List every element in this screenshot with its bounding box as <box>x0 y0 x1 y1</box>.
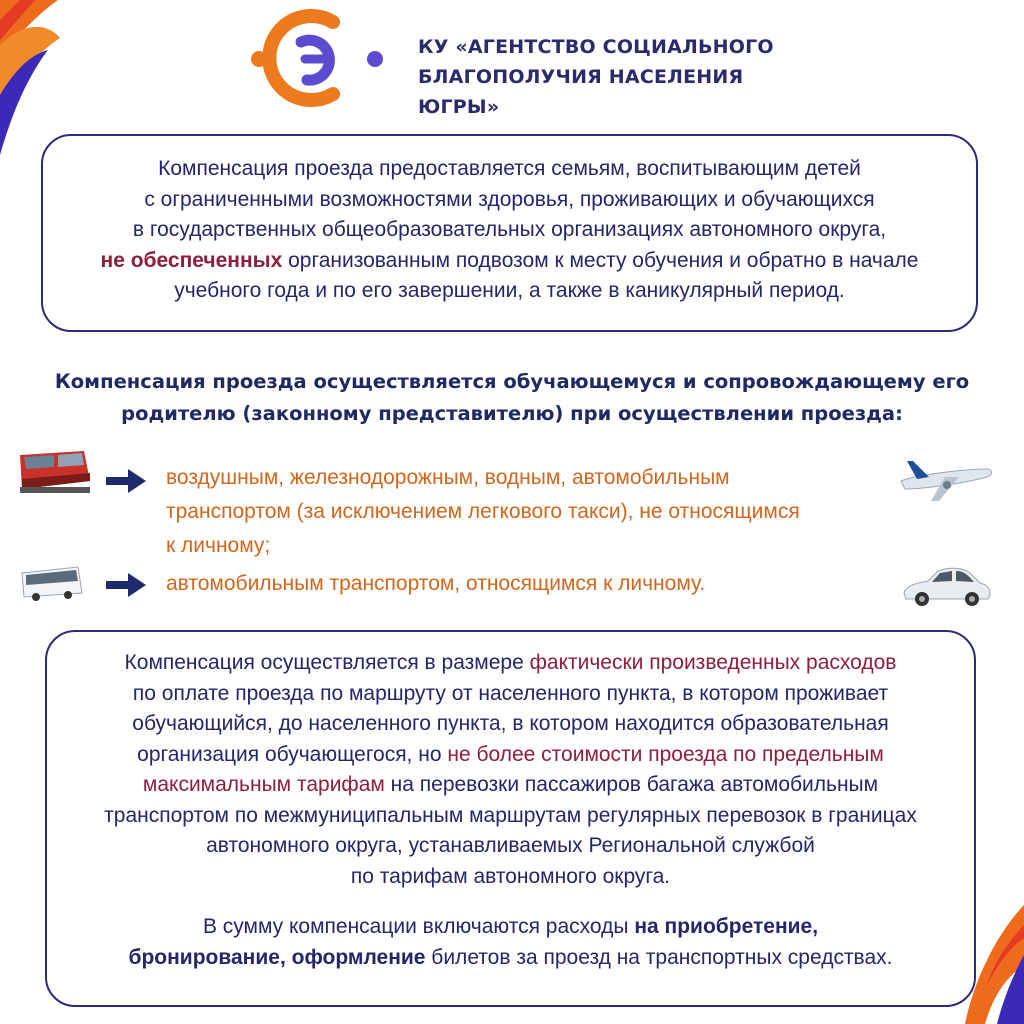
eligibility-line1: Компенсация проезда предоставляется семьям, воспитывающим детей <box>158 157 861 180</box>
eligibility-emphasis: не обеспеченных <box>100 248 283 272</box>
eligibility-line2: с ограниченными возможностями здоровья, проживающих и обучающихся <box>144 187 875 211</box>
transport-option-private: автомобильным транспортом, относящимся к личному. <box>166 572 706 595</box>
compensation-line7: автономного округа, устанавливаемых Региональной службой <box>206 834 815 857</box>
included-expenses-line1: В сумму компенсации включаются расходы <box>202 915 635 938</box>
transport-heading-line1: Компенсация проезда осуществляется обучающемуся и сопровождающему его <box>54 370 970 393</box>
transport-option-public-line2: транспортом (за исключением легкового такси), не относящимся <box>166 500 800 523</box>
compensation-emphasis2: не более стоимости проезда по предельным <box>447 742 884 766</box>
eligibility-line5: учебного года и по его завершении, а также в каникулярный период. <box>174 279 845 302</box>
airplane-icon <box>895 455 995 505</box>
included-expenses-text <box>65 912 956 973</box>
org-title-line1: КУ «АГЕНТСТВО СОЦИАЛЬНОГО <box>418 36 774 58</box>
compensation-emphasis1: фактически произведенных расходов <box>529 651 897 674</box>
eligibility-line4: организованным подвозом к месту обучения и обратно в начале <box>282 248 919 272</box>
transport-option-public-line1: воздушным, железнодорожным, водным, автомобильным <box>166 466 730 489</box>
transport-heading-line2: родителю (законному представителю) при осуществлении проезда: <box>121 402 903 425</box>
compensation-line5: на перевозки пассажиров багажа автомобильным <box>384 773 879 796</box>
transport-option-public-line3: к личному; <box>166 534 271 557</box>
compensation-line1: Компенсация осуществляется в размере <box>124 651 530 674</box>
compensation-line4: организация обучающегося, но <box>137 742 448 766</box>
compensation-amount-text <box>65 648 956 892</box>
arrow-right-icon <box>106 468 146 494</box>
arrow-right-icon <box>106 572 146 598</box>
compensation-line2: по оплате проезда по маршруту от населенного пункта, в котором проживает <box>132 681 889 705</box>
compensation-line3: обучающийся, до населенного пункта, в котором находится образовательная <box>132 712 889 735</box>
included-expenses-bold1: на приобретение, <box>634 915 819 938</box>
org-title-line2: БЛАГОПОЛУЧИЯ НАСЕЛЕНИЯ ЮГРЫ» <box>418 66 744 118</box>
eligibility-text <box>63 154 956 307</box>
bus-icon <box>18 563 84 605</box>
compensation-line8: по тарифам автономного округа. <box>350 864 671 888</box>
eligibility-line3: в государственных общеобразовательных организациях автономного округа, <box>132 218 887 241</box>
included-expenses-bold2: бронирование, оформление <box>128 945 426 969</box>
transport-heading <box>40 366 984 430</box>
compensation-line6: транспортом по межмуниципальным маршрутам регулярных перевозок в границах <box>104 803 917 827</box>
compensation-box <box>45 630 976 1007</box>
organization-title <box>418 32 798 122</box>
train-icon <box>14 441 92 497</box>
transport-option-public <box>166 461 886 563</box>
included-expenses-line2: билетов за проезд на транспортных средствах. <box>425 945 893 969</box>
car-icon <box>900 563 992 609</box>
eligibility-box <box>41 134 978 332</box>
compensation-emphasis3: максимальным тарифам <box>142 773 385 796</box>
logo-icon <box>245 4 385 109</box>
